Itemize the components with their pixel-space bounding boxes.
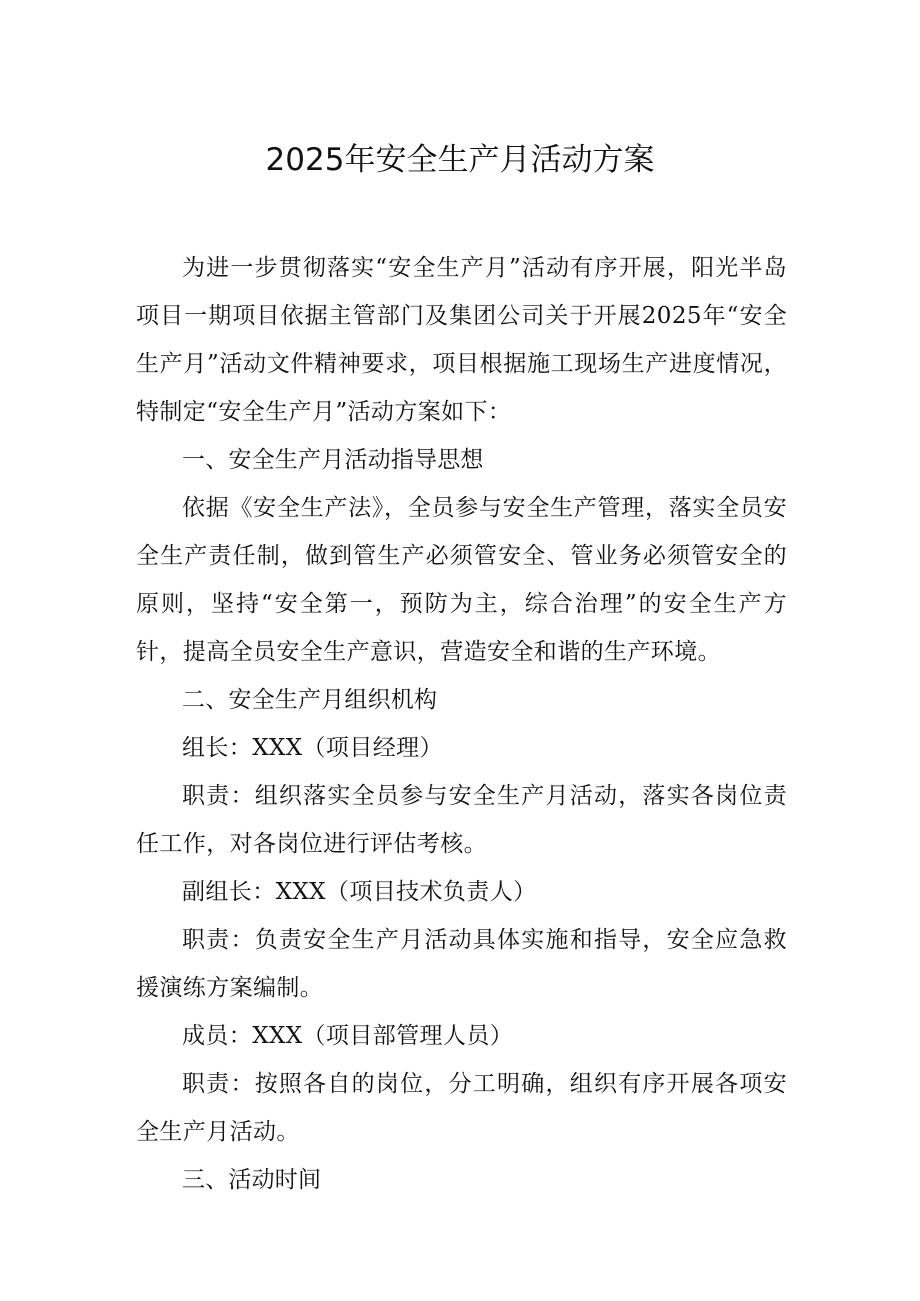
leader-duty: 职责：组织落实全员参与安全生产月活动，落实各岗位责任工作，对各岗位进行评估考核。: [136, 783, 787, 857]
section-2-heading: 二、安全生产月组织机构: [182, 687, 438, 713]
members-duty: 职责：按照各自的岗位，分工明确，组织有序开展各项安全生产月活动。: [136, 1071, 787, 1145]
section-1-heading: 一、安全生产月活动指导思想: [182, 447, 484, 473]
section-1-paragraph: 依据《安全生产法》，全员参与安全生产管理，落实全员安全生产责任制，做到管生产必须管安全、管业务必须管安全的原则，坚持“安全第一，预防为主，综合治理”的安全生产方针，提高全员安全生产意识，营造安全和谐的生产环境。: [136, 495, 787, 665]
leader-line: 组长：XXX（项目经理）: [182, 735, 443, 761]
document-title: 2025年安全生产月活动方案: [265, 142, 655, 178]
intro-paragraph: 为进一步贯彻落实“安全生产月”活动有序开展，阳光半岛项目一期项目依据主管部门及集团公司关于开展2025年“安全生产月”活动文件精神要求，项目根据施工现场生产进度情况，特制定“安全生产月”活动方案如下：: [136, 255, 787, 425]
section-3-heading: 三、活动时间: [182, 1167, 322, 1193]
deputy-duty: 职责：负责安全生产月活动具体实施和指导，安全应急救援演练方案编制。: [136, 927, 787, 1001]
members-line: 成员：XXX（项目部管理人员）: [182, 1023, 514, 1049]
document-body: [136, 244, 787, 1204]
deputy-line: 副组长：XXX（项目技术负责人）: [182, 879, 537, 905]
